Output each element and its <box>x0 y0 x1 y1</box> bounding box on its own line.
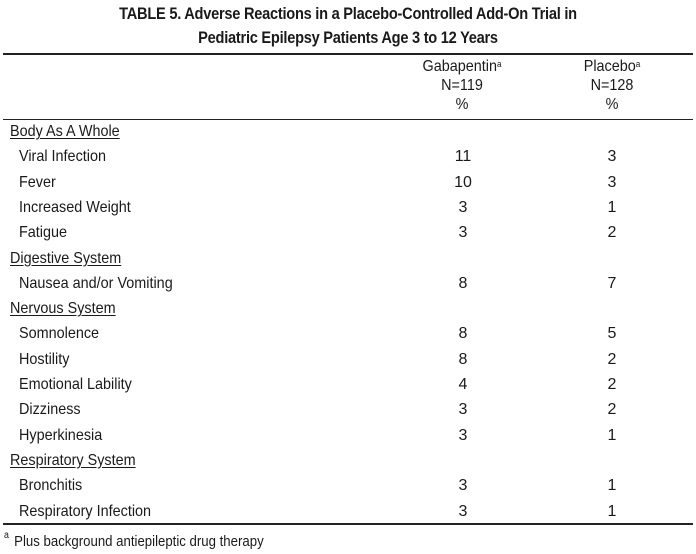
table-top-rule <box>3 53 693 55</box>
reaction-label: Fever <box>19 173 56 191</box>
table-row <box>0 501 696 526</box>
category-label: Digestive System <box>10 249 122 267</box>
placebo-value: 1 <box>607 198 617 216</box>
placebo-value: 3 <box>607 148 617 166</box>
table-bottom-rule <box>3 523 693 525</box>
table-row <box>0 222 696 247</box>
reaction-label: Nausea and/or Vomiting <box>19 274 173 292</box>
column-header-placebo <box>556 57 668 114</box>
footnote-text: Plus background antiepileptic drug therapy <box>14 533 264 550</box>
placebo-sample-size: N=128 <box>590 77 634 94</box>
reaction-label: Increased Weight <box>19 198 131 216</box>
column-header-gabapentin <box>406 57 518 114</box>
gabapentin-value: 3 <box>458 502 468 520</box>
table-row <box>0 172 696 197</box>
gabapentin-value: 8 <box>458 325 468 343</box>
placebo-value: 2 <box>607 376 617 393</box>
gabapentin-value: 3 <box>458 198 468 216</box>
placebo-value: 7 <box>607 274 617 292</box>
gabapentin-value: 3 <box>458 401 468 419</box>
placebo-value: 2 <box>607 401 617 419</box>
table-row <box>0 425 696 450</box>
table-footnote <box>4 530 264 550</box>
placebo-column-name: Placebo <box>583 58 636 75</box>
table-row <box>0 323 696 348</box>
reaction-label: Hyperkinesia <box>19 426 103 444</box>
category-label: Nervous System <box>10 300 116 318</box>
category-row <box>0 121 696 146</box>
table-row <box>0 475 696 500</box>
gabapentin-value: 11 <box>454 148 472 166</box>
placebo-value: 1 <box>607 502 617 520</box>
reaction-label: Emotional Lability <box>19 376 132 393</box>
table-row <box>0 374 696 399</box>
placebo-value: 2 <box>607 350 617 368</box>
category-row <box>0 450 696 475</box>
placebo-footnote-marker: a <box>635 59 641 69</box>
placebo-value: 3 <box>607 173 617 191</box>
category-label: Body As A Whole <box>10 123 120 140</box>
gabapentin-value: 3 <box>458 224 468 242</box>
placebo-value: 1 <box>607 426 617 444</box>
gabapentin-footnote-marker: a <box>496 59 502 69</box>
reaction-label: Dizziness <box>19 401 81 419</box>
category-row <box>0 248 696 273</box>
gabapentin-value: 3 <box>458 426 468 444</box>
table-row <box>0 349 696 374</box>
reaction-label: Bronchitis <box>19 477 83 495</box>
gabapentin-value: 10 <box>454 173 472 191</box>
placebo-value: 1 <box>607 477 617 495</box>
placebo-value: 2 <box>607 224 617 242</box>
table-header-rule <box>3 119 693 120</box>
gabapentin-column-name: Gabapentin <box>422 58 497 75</box>
table-row <box>0 146 696 171</box>
reaction-label: Somnolence <box>19 325 100 343</box>
reaction-label: Respiratory Infection <box>19 502 152 520</box>
category-label: Respiratory System <box>10 451 136 469</box>
gabapentin-value: 8 <box>458 350 468 368</box>
gabapentin-value: 4 <box>458 376 468 393</box>
gabapentin-value: 3 <box>458 477 468 495</box>
gabapentin-value: 8 <box>458 274 468 292</box>
table-row <box>0 399 696 424</box>
gabapentin-sample-size: N=119 <box>441 77 483 94</box>
table-title-line-1: TABLE 5. Adverse Reactions in a Placebo-Controlled Add-On Trial in <box>119 4 577 23</box>
gabapentin-unit: % <box>455 96 469 113</box>
reaction-label: Hostility <box>19 350 70 368</box>
table-title-line-2: Pediatric Epilepsy Patients Age 3 to 12 Years <box>198 28 498 47</box>
footnote-marker: a <box>4 530 9 541</box>
table-row <box>0 197 696 222</box>
category-row <box>0 298 696 323</box>
reaction-label: Fatigue <box>19 224 68 242</box>
placebo-value: 5 <box>607 325 617 343</box>
placebo-unit: % <box>605 96 619 113</box>
reaction-label: Viral Infection <box>19 148 106 166</box>
table-row <box>0 273 696 298</box>
